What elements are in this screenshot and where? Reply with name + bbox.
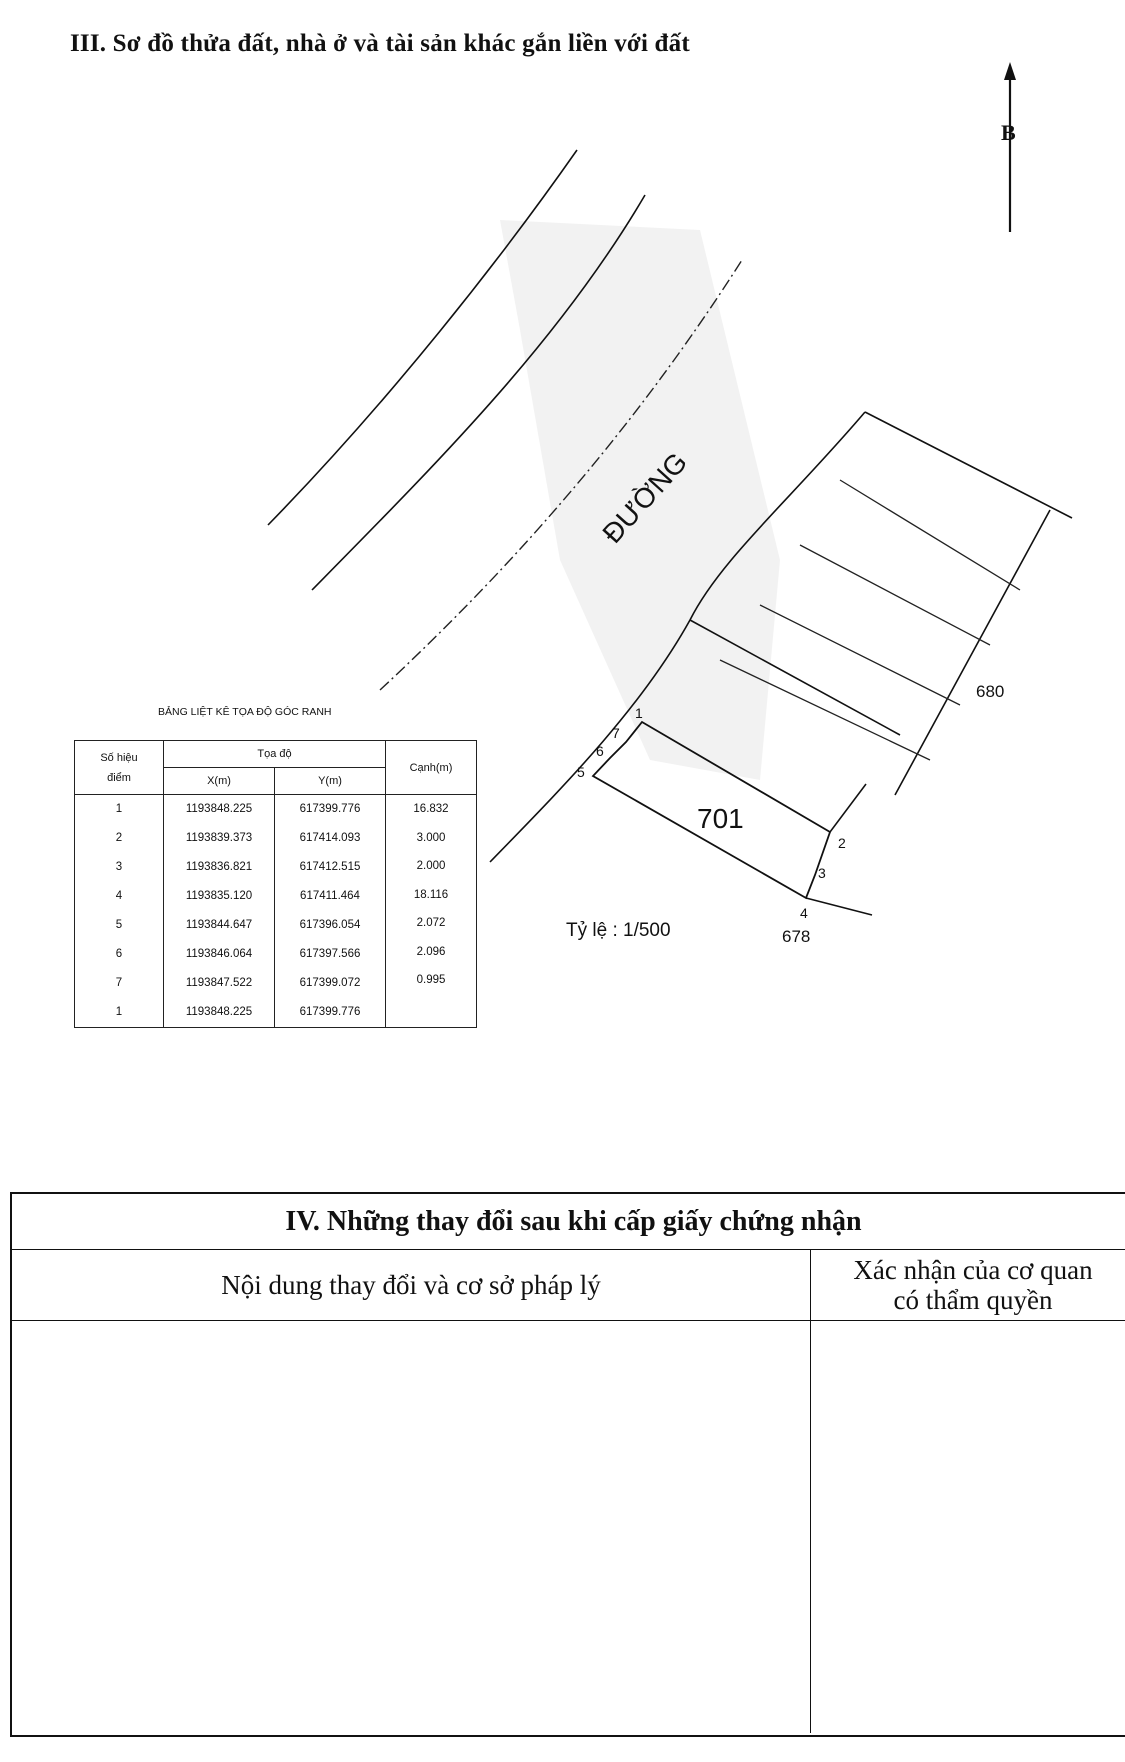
header-length: Cạnh(m) <box>386 741 477 795</box>
x-value: 1193836.821 <box>185 861 253 873</box>
y-value: 617414.093 <box>299 832 361 844</box>
header-x: X(m) <box>164 768 275 795</box>
y-value: 617412.515 <box>299 861 361 873</box>
edge-length: 3.000 <box>416 831 446 844</box>
header-y: Y(m) <box>275 768 386 795</box>
x-value: 1193839.373 <box>185 832 253 844</box>
y-coordinate-column <box>275 795 386 1028</box>
map-scale: Tỷ lệ : 1/500 <box>566 920 671 941</box>
point-label: 6 <box>596 743 604 759</box>
x-value: 1193848.225 <box>185 803 253 815</box>
x-value: 1193844.647 <box>185 919 253 931</box>
point-number: 6 <box>115 948 123 960</box>
parcel-701-rear-extension <box>806 898 872 915</box>
y-value: 617399.072 <box>299 977 361 989</box>
y-value: 617399.776 <box>299 1006 361 1018</box>
x-value: 1193848.225 <box>185 1006 253 1018</box>
point-number: 4 <box>115 890 123 902</box>
x-coordinate-column <box>164 795 275 1028</box>
authority-header-line1: Xác nhận của cơ quan <box>853 1255 1093 1285</box>
point-number: 5 <box>115 919 123 931</box>
point-number: 3 <box>115 861 123 873</box>
point-label: 2 <box>838 835 846 851</box>
edge-length: 2.000 <box>416 860 446 872</box>
north-arrow-head <box>1004 62 1016 80</box>
authority-confirmation-cell <box>811 1321 1125 1733</box>
header-point-line2: điểm <box>107 771 131 784</box>
section-3-title: III. Sơ đồ thửa đất, nhà ở và tài sản khác gắn liền với đất <box>70 30 690 57</box>
point-label: 7 <box>612 725 620 741</box>
parcel-number: 701 <box>697 803 744 834</box>
neighbor-lot-boundary <box>865 412 1072 518</box>
section-4-table <box>10 1192 1125 1737</box>
header-point-line1: Số hiệu <box>100 751 138 764</box>
x-value: 1193835.120 <box>185 890 253 902</box>
point-number: 7 <box>115 977 123 989</box>
authority-header-line2: có thẩm quyền <box>893 1285 1053 1315</box>
neighbor-parcel-number: 680 <box>976 682 1005 701</box>
authority-column-header <box>811 1250 1125 1320</box>
neighbor-lot-boundary <box>895 510 1050 795</box>
y-value: 617397.566 <box>299 948 361 960</box>
edge-length: 16.832 <box>413 803 449 815</box>
edge-length: 0.995 <box>416 974 446 986</box>
coordinate-table-caption: BẢNG LIỆT KÊ TỌA ĐỘ GÓC RANH <box>158 706 332 718</box>
x-value: 1193846.064 <box>185 948 253 960</box>
changes-column-header: Nội dung thay đổi và cơ sở pháp lý <box>12 1250 811 1320</box>
section-4-title: IV. Những thay đổi sau khi cấp giấy chứng nhận <box>12 1194 1125 1250</box>
point-number: 1 <box>115 803 123 815</box>
point-label: 1 <box>635 705 643 721</box>
x-value: 1193847.522 <box>185 977 253 989</box>
header-point-number <box>75 741 164 795</box>
header-coordinates: Tọa độ <box>164 741 386 768</box>
point-number: 2 <box>115 832 123 844</box>
edge-length: 2.072 <box>416 917 446 929</box>
parcel-701-side-extension <box>830 784 866 832</box>
neighbor-parcel-number: 678 <box>782 927 811 946</box>
point-label: 4 <box>800 905 808 921</box>
north-label: B <box>1001 120 1016 145</box>
point-label: 3 <box>818 865 826 881</box>
coordinate-table <box>74 740 477 1028</box>
y-value: 617411.464 <box>300 890 360 902</box>
point-number-column <box>75 795 164 1028</box>
y-value: 617399.776 <box>299 803 361 815</box>
section-4-body <box>12 1321 1125 1733</box>
y-value: 617396.054 <box>299 919 361 931</box>
edge-length: 18.116 <box>413 888 449 901</box>
changes-content-cell <box>12 1321 811 1733</box>
road-label: ĐƯỜNG <box>596 446 694 550</box>
point-number: 1 <box>115 1006 123 1018</box>
edge-length-column <box>386 795 477 1028</box>
edge-length: 2.096 <box>416 945 446 958</box>
point-label: 5 <box>577 764 585 780</box>
section-4-header-row <box>12 1250 1125 1321</box>
